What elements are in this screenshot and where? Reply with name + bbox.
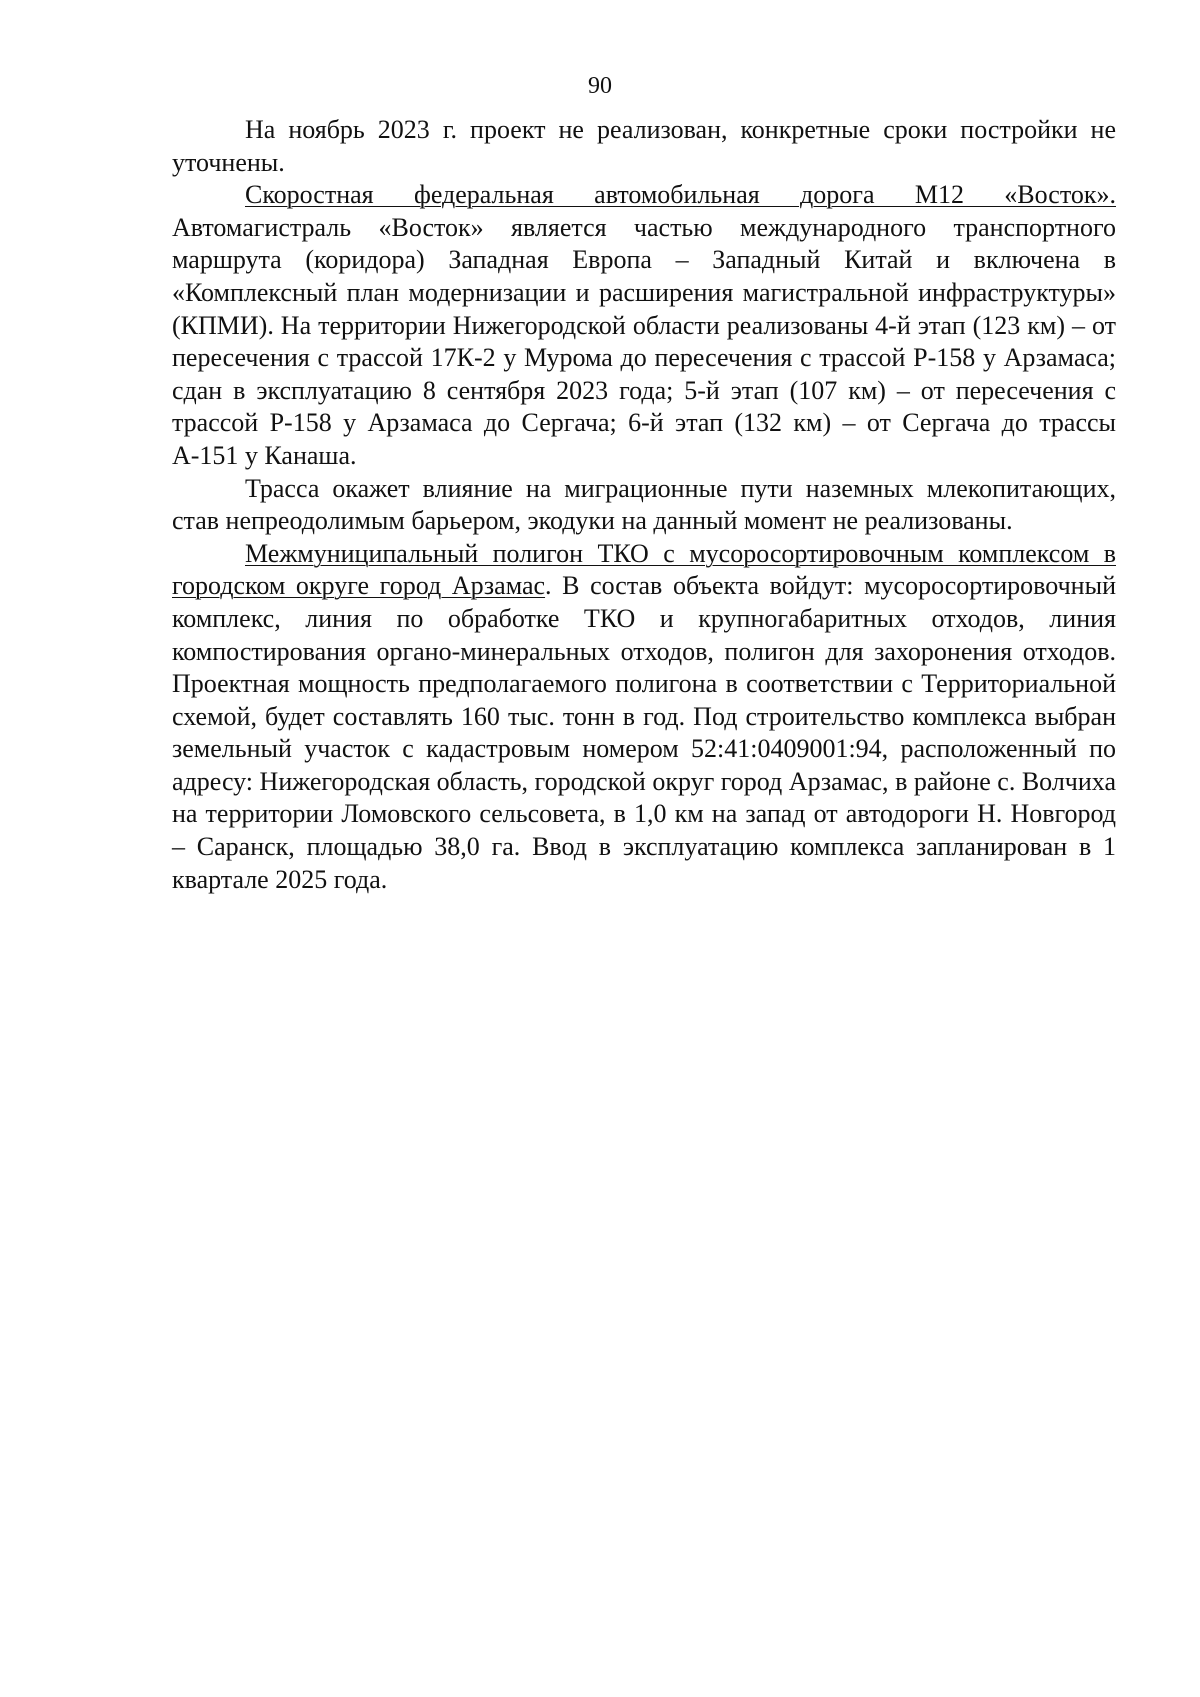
paragraph-text: . В состав объекта войдут: мусоросортировочный комплекс, линия по обработке ТКО и крупногабаритных отходов, линия компостирования органо-минеральных отходов, полигон для захоронения отходов. Проектная мощность предполагаемого полигона в соответствии с Территориальной схемой, будет составлять 160 тыс. тонн в год. Под строительство комплекса выбран земельный участок с кадастровым номером 52:41:0409001:94, расположенный по адресу: Нижегородская область, городской округ город Арзамас, в районе с. Волчиха на территории Ломовского сельсовета, в 1,0 км на запад от автодороги Н. Новгород – Саранск, площадью 38,0 га. Ввод в эксплуатацию комплекса запланирован в 1 квартале 2025 года. bbox=[172, 571, 1116, 894]
paragraph-project-status bbox=[172, 114, 1116, 179]
paragraph-text: Автомагистраль «Восток» является частью международного транспортного маршрута (коридора) Западная Европа – Западный Китай и включена в «Комплексный план модернизации и расширения магистральной инфраструктуры» (КПМИ). На территории Нижегородской области реализованы 4-й этап (123 км) – от пересечения с трассой 17К-2 у Мурома до пересечения с трассой Р-158 у Арзамаса; сдан в эксплуатацию 8 сентября 2023 года; 5-й этап (107 км) – от пересечения с трассой Р-158 у Арзамаса до Сергача; 6-й этап (132 км) – от Сергача до трассы А-151 у Канаша. bbox=[172, 212, 1116, 470]
page-number: 90 bbox=[588, 73, 612, 99]
paragraph-m12-highway bbox=[172, 179, 1116, 472]
body-text bbox=[172, 114, 1116, 896]
paragraph-migration-impact bbox=[172, 473, 1116, 538]
section-heading-m12: Скоростная федеральная автомобильная дорога М12 «Восток». bbox=[245, 180, 1116, 210]
paragraph-waste-landfill bbox=[172, 538, 1116, 897]
paragraph-text: Трасса окажет влияние на миграционные пути наземных млекопитающих, став непреодолимым барьером, экодуки на данный момент не реализованы. bbox=[172, 473, 1116, 536]
section-heading-landfill: Межмуниципальный полигон ТКО с мусоросортировочным комплексом в городском округе город Арзамас bbox=[172, 538, 1116, 601]
paragraph-text: На ноябрь 2023 г. проект не реализован, конкретные сроки постройки не уточнены. bbox=[172, 115, 1116, 177]
